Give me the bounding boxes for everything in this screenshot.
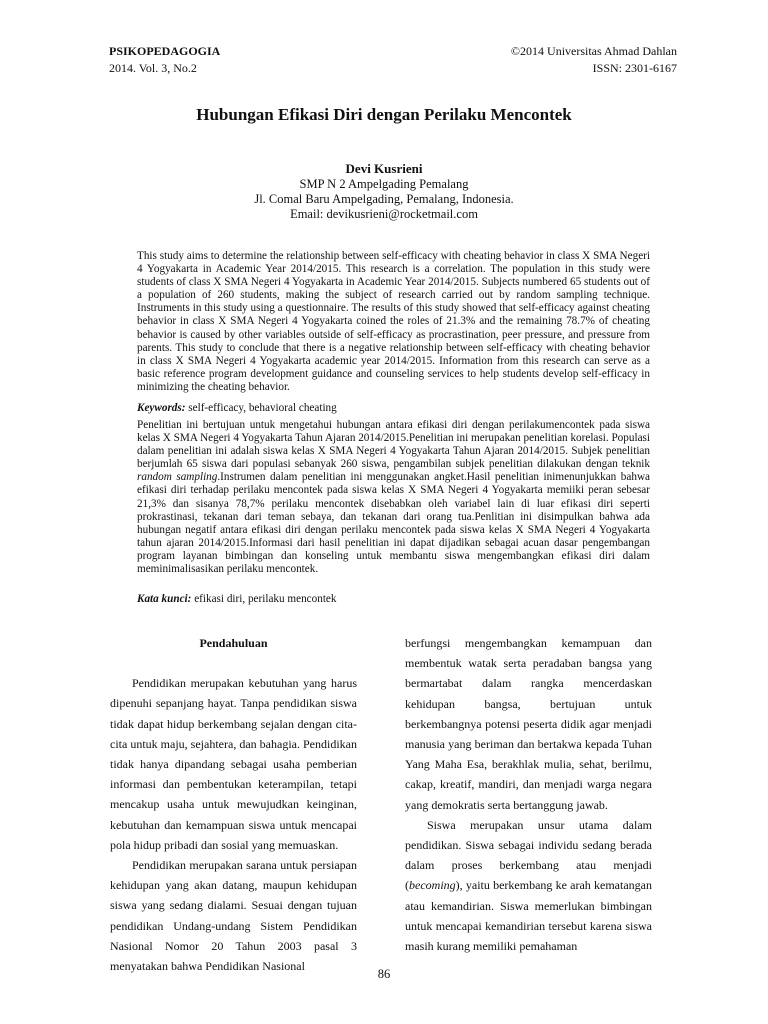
keywords-english [137,402,650,415]
paragraph-part: Siswa merupakan unsur utama dalam pendidikan. Siswa sebagai individu sedang berada dalam proses berkembang atau menjadi ( [405,817,652,893]
paragraph: Pendidikan merupakan sarana untuk persiapan kehidupan yang akan datang, maupun kehidupan siswa yang sedang dialami. Sesuai dengan tujuan pendidikan Undang-undang Sistem Pendidikan Nasional Nomor 20 Tahun 2003 pasal 3 menyatakan bahwa Pendidikan Nasional [110,858,357,974]
italic-term: becoming [409,878,456,893]
paragraph-part: ), yaitu berkembang ke arah kematangan atau kemandirian. Siswa memerlukan bimbingan untuk mencapai kemandirian tersebut karena siswa masih kurang memiliki pemahaman [405,878,652,954]
kata-kunci-text: efikasi diri, perilaku mencontek [191,593,337,605]
copyright-notice: ©2014 Universitas Ahmad Dahlan [510,44,677,58]
keywords-indonesian [137,593,650,606]
journal-name: PSIKOPEDAGOGIA [109,44,221,58]
author-affiliation: SMP N 2 Ampelgading Pemalang [299,177,469,191]
abstract-english-text: This study aims to determine the relationship between self-efficacy with cheating behavior in class X SMA Negeri 4 Yogyakarta in Academic Year 2014/2015. This research is a correlation. The population in this study were students of class X SMA Negeri 4 Yogyakarta in Academic Year 2014/2015. Subjects numbered 65 students out of a population of 260 students, making the subject of research carried out by random sampling technique. Instruments in this study using a questionnaire. The results of this study showed that self-efficacy against cheating behavior in class X SMA Negeri 4 Yogyakarta coined the roles of 21.3% and the remaining 78.7% of cheating behavior is caused by other variables outside of self-efficacy as procrastination, peer pressure, and pressure from parents. This study to conclude that there is a negative relationship between self-efficacy with cheating behavior in class X SMA Negeri 4 Yogyakarta academic year 2014/2015. Information from this research can serve as a basic reference program development guidance and counseling services to help students develop self-efficacy in minimizing the cheating behavior. [137,250,650,393]
abstract-indonesian-part1: Penelitian ini bertujuan untuk mengetahui hubungan antara efikasi diri dengan perilakumencontek pada siswa kelas X SMA Negeri 4 Yogyakarta Tahun Ajaran 2014/2015.Penelitian ini merupakan penelitian korelasi. Populasi dalam penelitian ini adalah siswa kelas X SMA Negeri 4 Yogyakarta Tahun Ajaran 2014/2015. Subjek penelitian berjumlah 65 siswa dari populasi sebanyak 260 siswa, pengambilan subjek penelitian dilakukan dengan teknik [137,419,650,471]
running-header-bottom [109,61,677,75]
kata-kunci-label: Kata kunci: [137,593,192,605]
body-column-right [405,633,652,956]
paper-title: Hubungan Efikasi Diri dengan Perilaku Mencontek [196,105,572,124]
paragraph: berfungsi mengembangkan kemampuan dan membentuk watak serta peradaban bangsa yang bermartabat dalam rangka mencerdaskan kehidupan bangsa, bertujuan untuk berkembangnya potensi peserta didik agar menjadi manusia yang beriman dan bertakwa kepada Tuhan Yang Maha Esa, berakhlak mulia, sehat, berilmu, cakap, kreatif, mandiri, dan menjadi warga negara yang demokratis serta bertanggung jawab. [405,636,652,812]
section-heading: Pendahuluan [199,636,268,650]
keywords-label: Keywords: [137,402,186,414]
abstract-indonesian-part2: .Instrumen dalam penelitian ini menggunakan angket.Hasil penelitian inimenunjukkan bahwa efikasi diri terhadap perilaku mencontek pada siswa kelas X SMA Negeri 4 Yogyakarta memiiki peran sebesar 21,3% dan sisanya 78,7% perilaku mencontek disebabkan oleh variabel lain di luar efikasi diri seperti prokrastinasi, tekanan dari teman sebaya, dan tekanan dari orang tua.Penlitian ini disimpulkan bahwa ada hubungan negatif antara efikasi diri dengan perilaku mencontek pada siswa kelas X SMA Negeri 4 Yogyakarta tahun ajaran 2014/2015.Informasi dari hasil penelitian ini dapat dijadikan sebagai acuan dasar pengembangan program layanan bimbingan dan konseling untuk membantu siswa mengembangkan efikasi diri dalam meminimalisasikan perilaku mencontek. [137,471,650,576]
author-email: Email: devikusrieni@rocketmail.com [290,207,478,221]
author-address: Jl. Comal Baru Ampelgading, Pemalang, Indonesia. [254,192,514,206]
running-header-top [109,44,677,58]
volume-info: 2014. Vol. 3, No.2 [109,61,197,75]
author-name: Devi Kusrieni [345,161,423,176]
issn: ISSN: 2301-6167 [592,61,677,75]
paragraph [405,815,652,956]
paragraph: Pendidikan merupakan kebutuhan yang harus dipenuhi sepanjang hayat. Tanpa pendidikan siswa tidak dapat hidup berkembang sejalan dengan cita-cita untuk maju, sejahtera, dan bahagia. Pendidikan tidak hanya dipandang sebagai usaha pemberian informasi dan pembentukan keterampilan, tetapi mencakup usaha untuk mewujudkan keinginan, kebutuhan dan kemampuan siswa untuk mencapai pola hidup pribadi dan sosial yang memuaskan. [110,676,357,852]
author-block [0,161,768,222]
abstract-indonesian-italic: random sampling [137,471,218,484]
abstract-english [137,250,650,394]
keywords-text: self-efficacy, behavioral cheating [185,402,337,414]
body-column-left [110,633,357,976]
abstract-indonesian [137,419,650,576]
page-number: 86 [377,967,391,981]
